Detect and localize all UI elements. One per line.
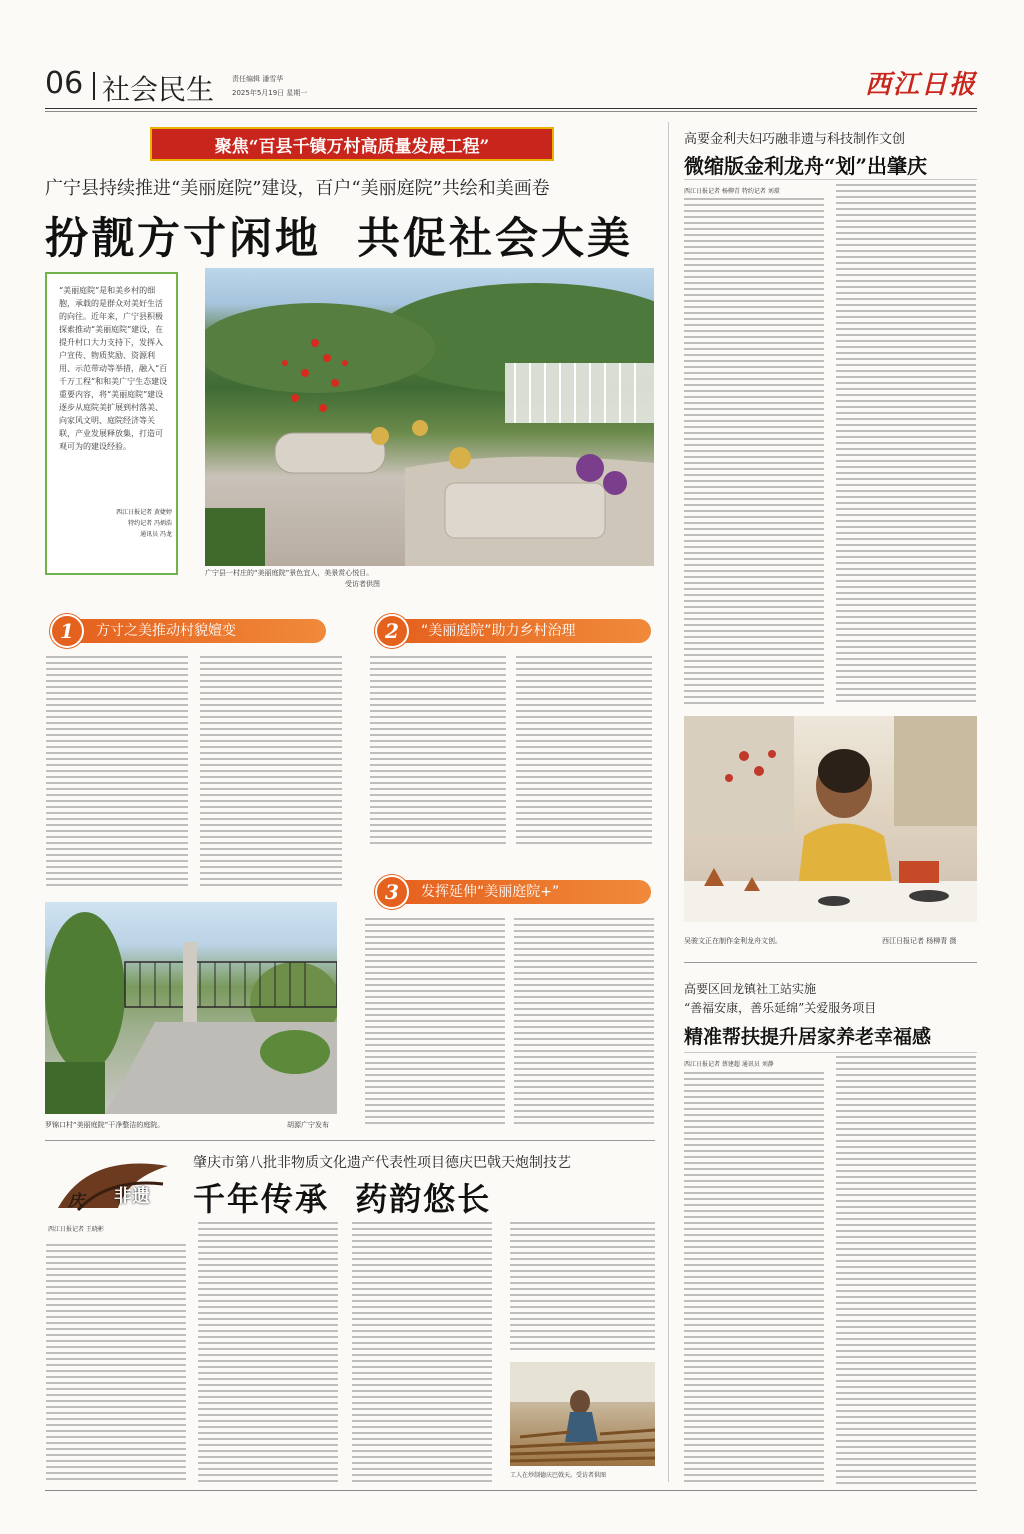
section-3-body-col2 bbox=[514, 918, 654, 1128]
intro-text: “美丽庭院”是和美乡村的细胞，承载的是群众对美好生活的向往。近年来，广宁县积极探索推动“美丽庭院”建设，在提升村口大力支持下，发挥入户宣传、物质奖励、资源利用、示范带动等举措，融入“百千万工程”和和美广宁生态建设重要内容，将“美丽庭院”建设逐步从庭院美扩展到村落美、向家风文明、庭院经济等关联，产业发展释放集，打造可观可为的建设经验。 bbox=[59, 286, 168, 451]
story-subtitle: 广宁县持续推进“美丽庭院”建设，百户“美丽庭院”共绘和美画卷 bbox=[45, 178, 550, 199]
bottom-body-col4 bbox=[510, 1222, 655, 1352]
page-bottom-rule bbox=[45, 1490, 977, 1491]
section-1-body-col1 bbox=[46, 656, 188, 888]
courtyard-photo-caption: 罗锦口村“美丽庭院”干净整洁的庭院。 bbox=[45, 1121, 165, 1129]
bottom-story-rule bbox=[45, 1140, 655, 1141]
section-2-heading bbox=[375, 614, 651, 648]
craftsman-photo bbox=[684, 716, 977, 922]
section-3-body-col1 bbox=[365, 918, 505, 1128]
craftsman-illustration bbox=[684, 716, 977, 922]
herb-photo-caption: 工人在炒制德庆巴戟天。受访者供图 bbox=[510, 1472, 607, 1479]
right-bottom-body-col1 bbox=[684, 1072, 824, 1484]
header-divider bbox=[93, 72, 95, 100]
editor-line: 责任编辑 潘雪华 bbox=[232, 75, 284, 83]
right-bottom-headline: 精准帮扶提升居家养老幸福感 bbox=[684, 1026, 932, 1048]
intangible-heritage-logo bbox=[48, 1148, 178, 1220]
section-3-number: 3 bbox=[375, 875, 409, 909]
herb-illustration bbox=[510, 1362, 655, 1466]
craftsman-photo-credit: 西江日报记者 杨柳青 摄 bbox=[882, 937, 957, 945]
craftsman-photo-caption: 吴骏文正在制作金利龙舟文创。 bbox=[684, 937, 782, 945]
section-2-number: 2 bbox=[375, 614, 409, 648]
section-name: 社会民生 bbox=[102, 73, 215, 106]
right-bottom-byline: 西江日报记者 蔡建超 通讯员 刘静 bbox=[684, 1061, 774, 1068]
date-line: 2025年5月19日 星期一 bbox=[232, 89, 308, 97]
right-top-headline: 微缩版金利龙舟“划”出肇庆 bbox=[684, 154, 928, 178]
bottom-byline: 西江日报记者 王晓彬 bbox=[48, 1226, 104, 1233]
right-top-kicker: 高要金利夫妇巧融非遗与科技制作文创 bbox=[684, 132, 906, 147]
garden-photo-caption: 广宁县一村庄的“美丽庭院”景色宜人，美景赏心悦目。 bbox=[205, 569, 374, 577]
courtyard-photo-credit: 胡源广宁发布 bbox=[287, 1121, 329, 1129]
right-bottom-kicker1: 高要区回龙镇社工站实施 bbox=[684, 982, 817, 996]
section-3-heading bbox=[375, 875, 651, 909]
right-top-body-col1 bbox=[684, 198, 824, 706]
right-bottom-rule bbox=[684, 1052, 977, 1053]
bottom-body-col1 bbox=[46, 1244, 186, 1484]
page-number: 06 bbox=[45, 66, 84, 101]
intro-box bbox=[45, 272, 178, 575]
section-1-body-col2 bbox=[200, 656, 342, 888]
right-top-rule bbox=[684, 179, 977, 180]
courtyard-photo bbox=[45, 902, 337, 1114]
garden-photo-credit: 受访者供图 bbox=[345, 580, 380, 588]
story-headline: 扮靓方寸闲地 共促社会大美 bbox=[45, 214, 633, 264]
courtyard-illustration bbox=[45, 902, 337, 1114]
section-3-title: 发挥延伸“美丽庭院+” bbox=[393, 880, 651, 904]
right-bottom-kicker2: “善福安康，善乐延绵”关爱服务项目 bbox=[684, 1001, 877, 1015]
right-top-byline: 西江日报记者 杨柳青 特约记者 刘璟 bbox=[684, 188, 780, 195]
bottom-kicker: 肇庆市第八批非物质文化遗产代表性项目德庆巴戟天炮制技艺 bbox=[193, 1155, 571, 1171]
header-rule bbox=[45, 108, 977, 109]
section-2-body-col2 bbox=[516, 656, 652, 846]
page-header bbox=[45, 58, 977, 108]
section-1-heading bbox=[50, 614, 326, 648]
bottom-body-col2 bbox=[198, 1222, 338, 1484]
garden-photo bbox=[205, 268, 654, 566]
section-1-title: 方寸之美推动村貌嬗变 bbox=[68, 619, 326, 643]
bottom-body-col3 bbox=[352, 1222, 492, 1484]
section-2-body-col1 bbox=[370, 656, 506, 846]
section-1-number: 1 bbox=[50, 614, 84, 648]
right-top-body-col2 bbox=[836, 184, 976, 706]
section-2-title: “美丽庭院”助力乡村治理 bbox=[393, 619, 651, 643]
feature-banner: 聚焦“百县千镇万村高质量发展工程” bbox=[150, 127, 554, 161]
header-rule-thin bbox=[45, 111, 977, 112]
intro-credit: 西江日报记者 黄婕婷 特约记者 冯炳浩 通讯员 冯龙 bbox=[116, 509, 172, 538]
garden-illustration bbox=[205, 268, 654, 566]
column-divider bbox=[668, 122, 669, 1482]
herb-processing-photo bbox=[510, 1362, 655, 1466]
bottom-headline: 千年传承 药韵悠长 bbox=[193, 1180, 492, 1218]
right-bottom-body-col2 bbox=[836, 1056, 976, 1484]
heritage-logo-text: 非遗 bbox=[114, 1186, 150, 1207]
masthead-logo: 西江日报 bbox=[864, 70, 977, 100]
heritage-logo-sub: 庆 bbox=[68, 1191, 85, 1210]
right-bottom-top-rule bbox=[684, 962, 977, 963]
